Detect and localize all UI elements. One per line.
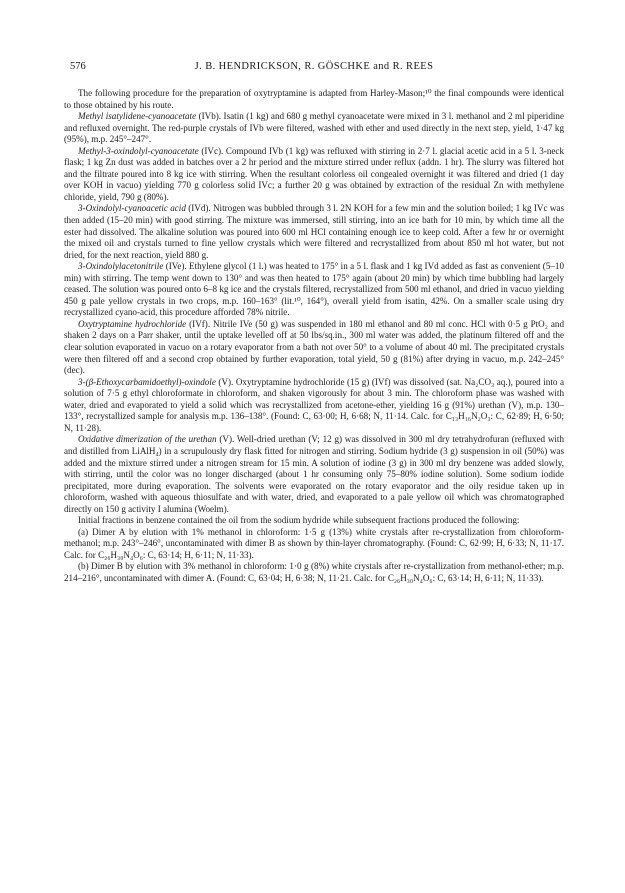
paragraph-ive (64, 261, 564, 319)
paragraph-dimer-a (64, 527, 564, 562)
paragraph-text: (V). Oxytryptamine hydrochloride (15 g) (IVf) was dissolved (sat. Na₂CO₃ aq.), poured into a solution of 7·5 g ethyl chloroformate in chloroform, and shaken vigorously for about 3 min. The chloroform phase was washed with water, dried and evaporated to yield a solid which was recrystallized from acetone-ether, yielding 16 g (91%) urethan (V), m.p. 130–133°, recrystallized sample for analysis m.p. 136–138°. (Found: C, 63·00; H, 6·68; N, 11·14. Calc. for C₁₃H₁₆N₂O₃: C, 62·89; H, 6·50; N, 11·28). (64, 376, 564, 433)
paragraph-text: (b) Dimer B by elution with 3% methanol in chloroform: 1·0 g (8%) white crystals after re-crystallization from methanol-ether; m.p. 214–216°, uncontaminated with dimer A. (Found: C, 63·04; H, 6·38; N, 11·21. Calc. for C₂₆H₃₀N₄O₆: C, 63·14; H, 6·11; N, 11·33). (64, 561, 564, 583)
compound-label: 3-(β-Ethoxycarbamidoethyl)-oxindole (78, 376, 216, 387)
compound-label: 3-Oxindolylacetonitrile (78, 261, 164, 272)
paragraph-ivf (64, 319, 564, 377)
compound-label: Methyl isatylidene-cyanoacetate (78, 111, 197, 122)
compound-label: Oxytryptamine hydrochloride (78, 318, 187, 329)
paragraph-ivc (64, 146, 564, 204)
paragraph-fractions (64, 515, 564, 527)
paragraph-dimer-b (64, 561, 564, 584)
paragraph-text: (IVd). Nitrogen was bubbled through 3 l. 2N KOH for a few min and the solution boiled; 1 kg IVc was then added (15–20 min) with good stirring. The mixture was immersed, still stirring, into an ice bath for 10 min, by which time all the ester had dissolved. The alkaline solution was poured into 600 ml HCl containing enough ice to keep cold. After a few hr or overnight the mixed oil and crystals turned to fine yellow crystals which were filtered and recrystallized from about 850 ml hot water, but not dried, for the next reaction, yield 880 g. (64, 203, 564, 260)
paragraph-text: The following procedure for the preparation of oxytryptamine is adapted from Harley-Mason;¹⁰ the final compounds were identical to those obtained by his route. (64, 88, 564, 110)
running-header (70, 60, 558, 74)
paragraph-text: (a) Dimer A by elution with 1% methanol in chloroform: 1·5 g (13%) white crystals after re-crystallization from chloroform-methanol; m.p. 243°–246°, uncontaminated with dimer B as shown by thin-layer chromatography. (Found: C, 62·99; H, 6·33; N, 11·17. Calc. for C₂₆H₃₀N₄O₆: C, 63·14; H, 6·11; N, 11·33). (64, 526, 564, 560)
article-body (64, 88, 564, 585)
compound-label: Oxidative dimerization of the urethan (78, 434, 217, 445)
paragraph-text: (IVe). Ethylene glycol (1 l.) was heated to 175° in a 5 l. flask and 1 kg IVd added as fast as convenient (5–10 min) with stirring. The temp went down to 130° and was then heated to 175° again (about 20 min) by which time bubbling had largely ceased. The solution was poured onto 6–8 kg ice and the crystals filtered, recrystallized from 500 ml ethanol, and dried in vacuo yielding 450 g pale yellow crystals in two crops, m.p. 160–163° (lit.¹⁰, 164°), overall yield from isatin, 42%. On a smaller scale using dry recrystallized cyano-acid, this procedure afforded 78% nitrile. (64, 261, 564, 318)
paragraph-text: Initial fractions in benzene contained the oil from the sodium hydride while subsequent fractions produced the following: (78, 515, 520, 526)
paragraph-v (64, 377, 564, 435)
paragraph-ivd (64, 203, 564, 261)
paragraph-dimerization (64, 434, 564, 515)
compound-label: 3-Oxindolyl-cyanoacetic acid (78, 203, 186, 214)
paragraph-ivb (64, 111, 564, 146)
compound-label: Methyl-3-oxindolyl-cyanoacetate (78, 145, 199, 156)
paragraph-text: (IVc). Compound IVb (1 kg) was refluxed with stirring in 2·7 l. glacial acetic acid in a 5 l. 3-neck flask; 1 kg Zn dust was added in batches over a 2 hr period and the mixture stirred under reflux (addn. 1 hr). The slurry was filtered hot and the filtrate poured into 8 kg ice with stirring. When the resultant colorless oil congealed overnight it was filtered and dried (1 day over KOH in vacuo) yielding 770 g colorless solid IVc; a further 20 g was obtained by extraction of the residual Zn with methylene chloride, yield, 790 g (80%). (64, 145, 564, 202)
paragraph-text: (IVf). Nitrile IVe (50 g) was suspended in 180 ml ethanol and 80 ml conc. HCl with 0·5 g PtO₂ and shaken 2 days on a Parr shaker, until the uptake levelled off at 50 lbs/sq.in., 300 ml water was added, the platinum filtered off and the clear solution evaporated in vacuo on a rotary evaporator from a bath not over 50° to a volume of about 40 ml. The precipitated crystals were then filtered off and a second crop obtained by further evaporation, total yield, 50 g (81%) after drying in vacuo, m.p. 242–245° (dec). (64, 318, 565, 376)
paragraph-text: (V). Well-dried urethan (V; 12 g) was dissolved in 300 ml dry tetrahydrofuran (refluxed with and distilled from LiAlH₄) in a scrupulously dry flask fitted for nitrogen and stirring. Sodium hydride (3 g) suspension in oil (50%) was added and the mixture stirred under a nitrogen stream for 15 min. A solution of iodine (3 g) in 300 ml dry benzene was added slowly, with stirring, until the color was no longer discharged (about 1 hr consuming only 75–80% iodine solution). Some sodium iodide precipitated, more during evaporation. The solvents were evaporated on the rotary evaporator and the oily residue taken up in chloroform, washed with aqueous thiosulfate and with water, dried, and evaporated to a pale yellow oil which was chromatographed directly on 150 g activity I alumina (Woelm). (64, 434, 564, 514)
paragraph-intro (64, 88, 564, 111)
page-number: 576 (70, 61, 86, 72)
running-head-authors: J. B. HENDRICKSON, R. GÖSCHKE and R. REES (194, 61, 434, 72)
paragraph-text: (IVb). Isatin (1 kg) and 680 g methyl cyanoacetate were mixed in 3 l. methanol and 2 ml piperidine and refluxed overnight. The red-purple crystals of IVb were filtered, washed with ether and used directly in the next step, yield, 1·47 kg (95%), m.p. 245°–247°. (64, 111, 564, 145)
